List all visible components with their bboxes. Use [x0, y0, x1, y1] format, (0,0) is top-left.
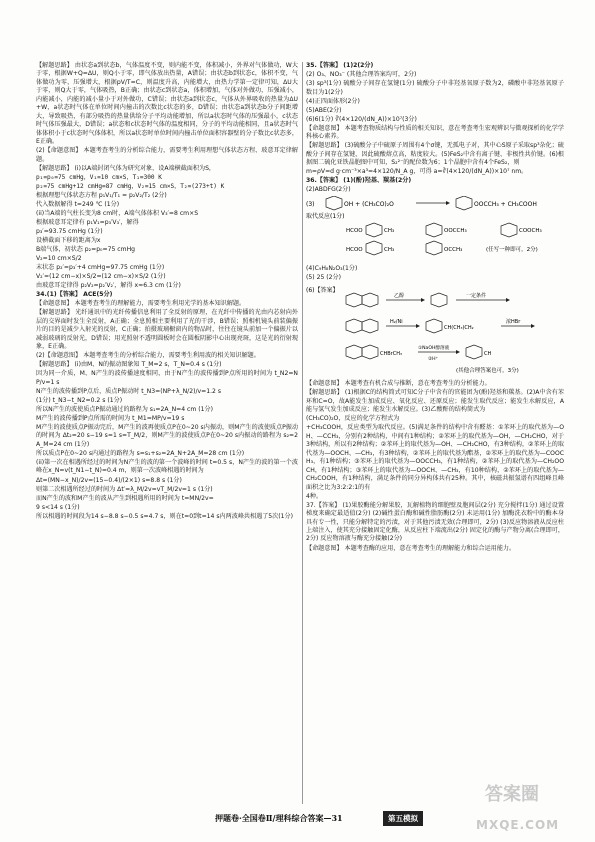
answer-paragraph: 【解题思路】 (1)根据C的结构简式可知C分子中含有的官能团为(酚)羟基和羰基。(2)A中含有苯环和C=O，故A能发生加成反应、氧化反应、还原反应；能发生取代反应；能发生水解反应，A能与氢气发生加成反应；能发生水解反应。(3)乙酸酐的结构简式为: [306, 389, 564, 414]
column-divider: [302, 62, 303, 804]
answer-paragraph: 【解题思路】 (3)硫酸分子中硫原子周围有4个σ键，无孤电子对，其中心S原子采取sp³杂化；硫酸分子间存在氢键，因此硫酸熔点高，粘度较大。(5)FeS₂中含有离子键、非极性共价键。(6)根据图二硫化亚铁晶胞图中可知，S₂²⁻的配位数为6；1个晶胞中含有4个FeS₂，则: [306, 142, 564, 167]
arrow-head-icon: [446, 201, 450, 205]
arrow-head-icon: [421, 298, 425, 302]
left-column: [36, 62, 298, 522]
group-occh3: OCCH₃: [444, 247, 463, 254]
right-column: [306, 62, 564, 554]
label-6: (6)【答案】: [306, 286, 339, 294]
formula-line: 所以N产生的波使质点P振动通过的路程为 s₁=2A_N=4 cm (1分): [36, 405, 214, 413]
question-answer-35: 35.【答案】 (1)2(2分): [306, 62, 374, 69]
answer-paragraph: M产生的波使质点P振动完后，M产生的波再使质点P在0~20 s内振动，则M产生的波使质点P振动的时间为 Δt₂=20 s−19 s=1 s=T_M/2，则M产生的波使质点P在0~20 s内振动的路程为 s₂=2A_M=24 cm (1分): [36, 424, 298, 448]
benzene-ring-icon: [346, 345, 362, 359]
group-ch3-2: CH₃: [384, 247, 395, 254]
arrow-head-icon: [416, 324, 420, 328]
answer-line: (3) sp³(1分) 硫酸分子间存在氢键(1分) 硫酸分子中非羟基氧原子数为2，磷酸中非羟基氧原子数目为1(2分): [306, 80, 564, 96]
formula-line: m=ρV=d g·cm⁻³×a³=4×120/N_A g，可得 a=∛(4×120/(dN_A))×10⁷ nm。: [306, 168, 528, 176]
formula-line: V₂=10 cm×S/2: [36, 255, 82, 263]
answer-paragraph: 【解题思路】 (i)由M、N的振动图象知 T_M=2 s，T_N=0.4 s (1分): [36, 361, 222, 369]
watermark-logo: 答案圈: [485, 784, 539, 805]
synthesis-scheme: [306, 284, 564, 376]
question-answer-36: 36.【答案】 (1)(酚)羟基、羰基(2分): [306, 177, 412, 185]
cond-h2ni: H₂/Ni: [390, 318, 403, 325]
benzene-ring-icon: [326, 196, 342, 210]
benzene-ring-icon: [366, 223, 382, 237]
benzene-ring-icon: [346, 293, 362, 307]
eq1-cond: 取代反应(1分): [306, 213, 345, 221]
answer-paragraph: (2)【命题意图】 本题考查考生的分析综合能力，需要考生利用波的相关知识解题。: [36, 352, 260, 360]
formula-line: 代入数据解得 t=249 ℃ (1分): [36, 200, 120, 208]
arrow-head-icon: [531, 324, 535, 328]
group-chbrch3: CHBrCH₃: [380, 350, 402, 357]
answer-line: (CH₃CO)₂O，反应的化学方程式为: [306, 415, 400, 423]
cond-general: 一定条件: [466, 292, 487, 299]
formula-line: V₂′=(12 cm−x)×S/2=(12 cm−x)×S/2 (1分): [36, 273, 166, 281]
answer-line: 4种。: [306, 492, 323, 500]
formula-line: 根据玻意耳定律有 p₁V₁=p₃′V₃′，解得: [36, 218, 139, 226]
formula-line: M产生的波传播到P点所需的时间为 t_M1=MP/v=19 s: [36, 414, 185, 422]
formula-line: 则第二次相遇所经过的时间为 Δt′=λ_M/2v=vT_M/2v=1 s (1分): [36, 485, 213, 493]
formula-line: 9 s<14 s (1分): [36, 503, 80, 511]
benzene-ring-icon: [426, 319, 442, 333]
formula-line: 由玻意耳定律得 p₂V₂=p₂′V₂′，解得 x≈6.3 cm (1分): [36, 282, 181, 290]
benzene-ring-icon: [466, 345, 482, 359]
formula-line: p₁=p₀=75 cmHg，V₁=10 cm×S，T₁=300 K: [36, 173, 162, 181]
answer-paragraph: 【命题意图】 本题考查有机合成与推断，意在考查考生的分析能力。: [306, 380, 491, 388]
formula-line: N产生的波传播到P点后，质点P振动时 t_N3=(NP+λ_N/2)/v=1.2 s: [36, 387, 222, 395]
label-3: (3): [306, 201, 315, 209]
formula-line: 设横截面下移的距离为x: [36, 237, 101, 244]
formula-line: B端气体，初状态 p₂=p₀=75 cmHg: [36, 246, 136, 254]
answer-line: (4)正四面体形(2分): [306, 97, 360, 105]
footer-text: 押题卷·全国卷Ⅱ/理科综合答案—31: [215, 813, 343, 823]
group-ch3: CH₃: [384, 228, 395, 235]
benzene-ring-icon: [426, 241, 442, 255]
cond-ethanol: 乙醇: [394, 292, 405, 299]
answer-line: (2) O₃、NO₃⁻ (其他合理答案均可，2分): [306, 71, 417, 79]
benzene-ring-icon: [362, 293, 378, 307]
benzene-ring-icon: [362, 319, 378, 333]
answer-paragraph: 【解题思路】 (i)以A端封闭气体为研究对象，设A端横截面积为S，: [36, 164, 216, 172]
formula-line: p₃′=93.75 cmHg (1分): [36, 227, 103, 235]
any-one-note: (任写一种即可，2分): [486, 247, 538, 254]
formula-line: (1分) t_N3−t_N2=0.2 s (1分): [36, 396, 123, 404]
group-choh: CH(CH₃)CH₂: [444, 324, 474, 331]
group-ooch: HCOO: [346, 228, 363, 235]
formula-line: 而N产生的波和M产生的波从产生到相遇所用的时间为 t=MN/2v=: [36, 494, 214, 502]
benzene-ring-icon: [456, 196, 472, 210]
answer-line: (5) 25 (2分): [306, 273, 341, 281]
formula-line: (ii)当A端的气柱长变为8 cm时，A端气体体积 V₃′=8 cm×S: [36, 209, 199, 217]
benzene-ring-icon: [366, 241, 382, 255]
group-acetyl: OOCCH₃: [444, 228, 467, 235]
watermark-url: MXQE.COM: [476, 818, 560, 832]
group-cooch3: COOCH₃: [519, 228, 542, 235]
formula-line: 末状态 p₂′=p₃′+4 cmHg=97.75 cmHg (1分): [36, 264, 165, 272]
mock-exam-badge: 第五模拟: [383, 811, 423, 826]
answer-paragraph: 【命题意图】 本题考查酶的应用，意在考查考生的理解能力和综合运用能力。: [306, 544, 516, 552]
benzene-ring-icon: [431, 293, 447, 307]
answer-paragraph: 【命题意图】 本题考查物质结构与性质的相关知识，意在考查考生宏观辨识与微观探析的化学学科核心素养。: [306, 124, 564, 141]
group-ooch-2: HCOO: [346, 247, 363, 254]
answer-paragraph: 【解题思路】 光纤通讯中的光纤传播信息利用了全反射的原理，在光纤中传播的光由内芯射向外层的交界面时发生全反射，A正确；全息照相主要利用了光的干涉，B错误；照相机镜头前装偏振片的目的是减少入射光的反射，C正确；拍摄玻璃橱窗内的物品时，往往在镜头前加一个偏振片以减弱玻璃的反射光，D错误；用光照射不透明圆板时会在圆板阴影中心出现亮斑，这是光的衍射现象，E正确。: [36, 309, 298, 351]
benzene-ring-icon: [501, 223, 517, 237]
reaction-scheme-3: [306, 196, 564, 260]
answer-paragraph: 所以相遇的时间段为14 s−8.8 s−0.5 s=4.7 s，则在t=0到t=14 s内两波峰共相遇了5次(1分): [36, 512, 293, 520]
answer-paragraph: +CH₃COOH，反应类型为取代反应。(5)满足条件的结构中含有醛基：①苯环上的取代基为—OH、—CCH₃，分别有2种结构，中间有1种结构；②苯环上的取代基为—OH，—CH₂CHO，对于3种结构，所以有2种结构；②苯环上的取代基为—OH、—CH₂CHO，有3种结构，②苯环上的取代基为—OOCH、—CH₃，有3种结构，②苯环上的取代基为酯基，②苯环上的取代基为—COOCH₃，有1种结构；③苯环上的取代基为—OOCCH₃，有1种结构，②苯环上的取代基为—CH₂OOCH，有1种结构；③苯环上的取代基为—OOCH、—CH₃，有10种结构，②苯环上的取代基为—CH₂COOH，有1种结构，满足条件的同分异构体共有25种。其中，核磁共振氢谱有四组峰且峰面积之比为3:2:2:1的有: [306, 424, 564, 491]
question-answer-34: 34.(1)【答案】 ACE(5分): [36, 291, 113, 299]
benzene-ring-icon: [362, 345, 378, 359]
answer-paragraph: 因为同一介质，M、N产生的波传播速度相同，由于N产生的波传播到P点所用的时间为 t_N2=NP/v=1 s: [36, 370, 298, 386]
benzene-ring-icon: [346, 319, 362, 333]
cond-h: ②H⁺: [428, 356, 438, 362]
answer-paragraph: (2)【命题意图】 本题考查考生的分析综合能力，需要考生利用理想气体状态方程、玻意耳定律解题。: [36, 147, 298, 163]
arrow-head-icon: [506, 298, 510, 302]
answer-line: (4)C₉H₈N₂O₃(1分): [306, 264, 358, 272]
answer-line: (6)6(1分) ∛(4×120/(dN_A))×10⁷(3分): [306, 115, 417, 123]
benzene-ring-icon: [426, 223, 442, 237]
formula-line: p₂=75 cmHg+12 cmHg=87 cmHg，V₂=15 cm×S，T₂=(273+t) K: [36, 182, 225, 190]
answer-line: (5)ABE(2分): [306, 106, 342, 114]
formula-line: 根据理想气体状态方程 p₁V₁/T₁ = p₂V₂/T₂ (2分): [36, 191, 167, 199]
answer-paragraph: 【命题意图】 本题考查考生的理解能力，需要考生利用光学的基本知识解题。: [36, 300, 246, 308]
answer-paragraph: (ii)第一次在相遇所经过的时间为N产生的波的第一个波峰的时间 t=0.5 s，N产生的波的第一个波峰在x_N=v(t_N1−t_N)=0.4 m，则第一次波峰相遇的时间为: [36, 459, 298, 475]
other-answers-note: (其他合理答案也可，3分): [456, 367, 519, 374]
cond-hbr: 浓HBr: [506, 318, 521, 325]
formula-line: Δt=(MN−x_N)/2v=(15−0.4)/(2×1) s=8.8 s (1分): [36, 476, 182, 484]
formula-line: 所以质点P在0~20 s内通过的路程为 s=s₁+s₂=2A_N+2A_M=28 cm (1分): [36, 449, 245, 457]
eq1-right: OOCCH₃ + CH₃COOH: [474, 201, 537, 209]
answer-line: (2)ABDFG(2分): [306, 186, 351, 194]
eq1-left: OH + (CH₃CO)₂O: [344, 201, 394, 209]
cond-naoh: ①NaOH醇溶液: [418, 345, 450, 351]
question-answer-37: 37.【答案】 (1)果胶酶能分解果胶，瓦解植物的细胞壁及胞间层(2分) 充分搅拌(1分) 通过设置梯度来确定最适值(2分) (2)碱性蛋白酶和碱性脂肪酶(2分) 未运用(1分) 加酶洗衣粉中的酶本身具有专一性，只能分解特定的污渍，对于其他污渍无效(合理即可，2分) (3)反应物溶液从反应柱上端注入，使其充分接触固定化酶，从反应柱下端流出(2分) 固定化的酶与产物分离(合理即可，2分) 反应物溶液与酶充分接触(2分): [306, 501, 564, 543]
answer-paragraph: 【解题思路】 由状态a到状态b，气体温度不变，则内能不变，体积减小，外界对气体做功，W大于零，根据W+Q=ΔU，则Q小于零，即气体放出热量，A错误；由状态b到状态c，体积不变，气体做功为零，压强增大，根据pV/T=C，则温度升高，内能增大，由热力学第一定律可知，ΔU大于零，则Q大于零，气体吸热，B正确；由状态c到状态a，体积增加，气体对外做功，压强减小，内能减小，内能的减小量小于对外做功，C错误；由状态a到状态c，气体从外界吸收的热量为ΔU+W，a状态时气体在单位时间内撞击的次数比c状态的多，D错误；由状态a到状态b分子间距增大，导致吸热，有部分吸热的热量供给分子平均动能增加，所以a状态时气体的压强最小，c状态时气体压强最大，D错误；a状态和c状态时气体的温度相同，分子的平均动能相同，且a状态时气体体积小于c状态时气体体积，所以a状态时单位时间内撞击单位面积容器壁的分子数比c状态多，E正确。: [36, 62, 298, 146]
group-ch: CH: [484, 350, 492, 357]
arrow-head-icon: [456, 350, 460, 354]
